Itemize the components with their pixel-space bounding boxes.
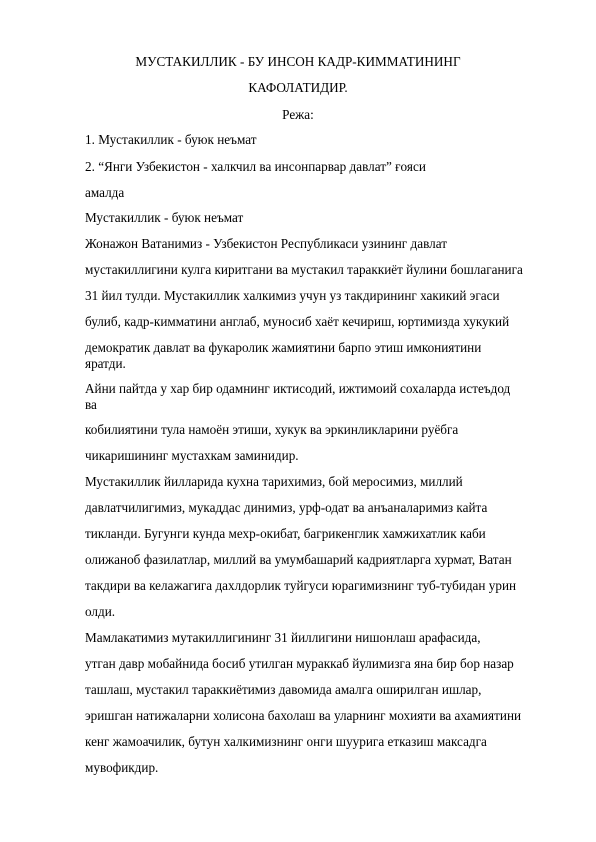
body-text-line: олижаноб фазилатлар, миллий ва умумбашарий кадриятларга хурмат, Ватан bbox=[85, 552, 512, 567]
body-text-line: утган давр мобайнида босиб утилган мураккаб йулимизга яна бир бор назар bbox=[85, 656, 514, 671]
body-text-line: давлатчилигимиз, мукаддас динимиз, урф-одат ва анъаналаримиз кайта bbox=[85, 500, 488, 515]
plan-label: Режа: bbox=[282, 107, 314, 122]
body-text-line: Мамлакатимиз мутакиллигининг 31 йиллигини нишонлаш арафасида, bbox=[85, 630, 481, 645]
plan-item-1: 1. Мустакиллик - буюк неъмат bbox=[85, 132, 257, 147]
body-text-line: чикаришининг мустахкам заминидир. bbox=[85, 448, 299, 463]
document-title-line-2: КАФОЛАТИДИР. bbox=[248, 80, 348, 95]
body-text-line: демократик давлат ва фукаролик жамиятини барпо этиш имкониятини bbox=[85, 340, 482, 355]
document-title-line-1: МУСТАКИЛЛИК - БУ ИНСОН КАДР-КИММАТИНИНГ bbox=[135, 54, 461, 69]
body-text-line: Айни пайтда у хар бир одамнинг иктисодий, ижтимоий сохаларда истеъдод bbox=[85, 381, 511, 396]
plan-item-2-continuation: амалда bbox=[85, 185, 125, 200]
body-text-line: мувофикдир. bbox=[85, 760, 159, 775]
plan-item-2: 2. “Янги Узбекистон - халкчил ва инсонпарвар давлат” ғояси bbox=[85, 159, 426, 174]
body-text-line: кобилиятини тула намоён этиши, хукук ва эркинликларини руёбга bbox=[85, 422, 459, 437]
body-text-line: булиб, кадр-кимматини англаб, муносиб хаёт кечириш, юртимизда хукукий bbox=[85, 314, 510, 329]
body-text-line: Жонажон Ватанимиз - Узбекистон Республикаси узининг давлат bbox=[85, 236, 447, 251]
body-text-line: эришган натижаларни холисона бахолаш ва уларнинг мохияти ва ахамиятини bbox=[85, 708, 522, 723]
body-text-line: мустакиллигини кулга киритгани ва мустакил тараккиёт йулини бошлаганига bbox=[85, 262, 523, 277]
body-text-line: 31 йил тулди. Мустакиллик халкимиз учун уз такдирининг хакикий эгаси bbox=[85, 288, 500, 303]
body-text-line: олди. bbox=[85, 604, 116, 619]
body-text-line: кенг жамоачилик, бутун халкимизнинг онги шуурига етказиш максадга bbox=[85, 734, 487, 749]
body-text-line: ташлаш, мустакил тараккиётимиз давомида амалга оширилган ишлар, bbox=[85, 682, 482, 697]
body-text-line: ва bbox=[85, 397, 97, 412]
body-text-line: яратди. bbox=[85, 356, 126, 371]
body-text-line: тикланди. Бугунги кунда мехр-окибат, багрикенглик хамжихатлик каби bbox=[85, 526, 486, 541]
section-heading: Мустакиллик - буюк неъмат bbox=[85, 210, 244, 225]
body-text-line: Мустакиллик йилларида кухна тарихимиз, бой меросимиз, миллий bbox=[85, 474, 463, 489]
body-text-line: такдири ва келажагига дахлдорлик туйгуси юрагимизнинг туб-тубидан урин bbox=[85, 578, 517, 593]
